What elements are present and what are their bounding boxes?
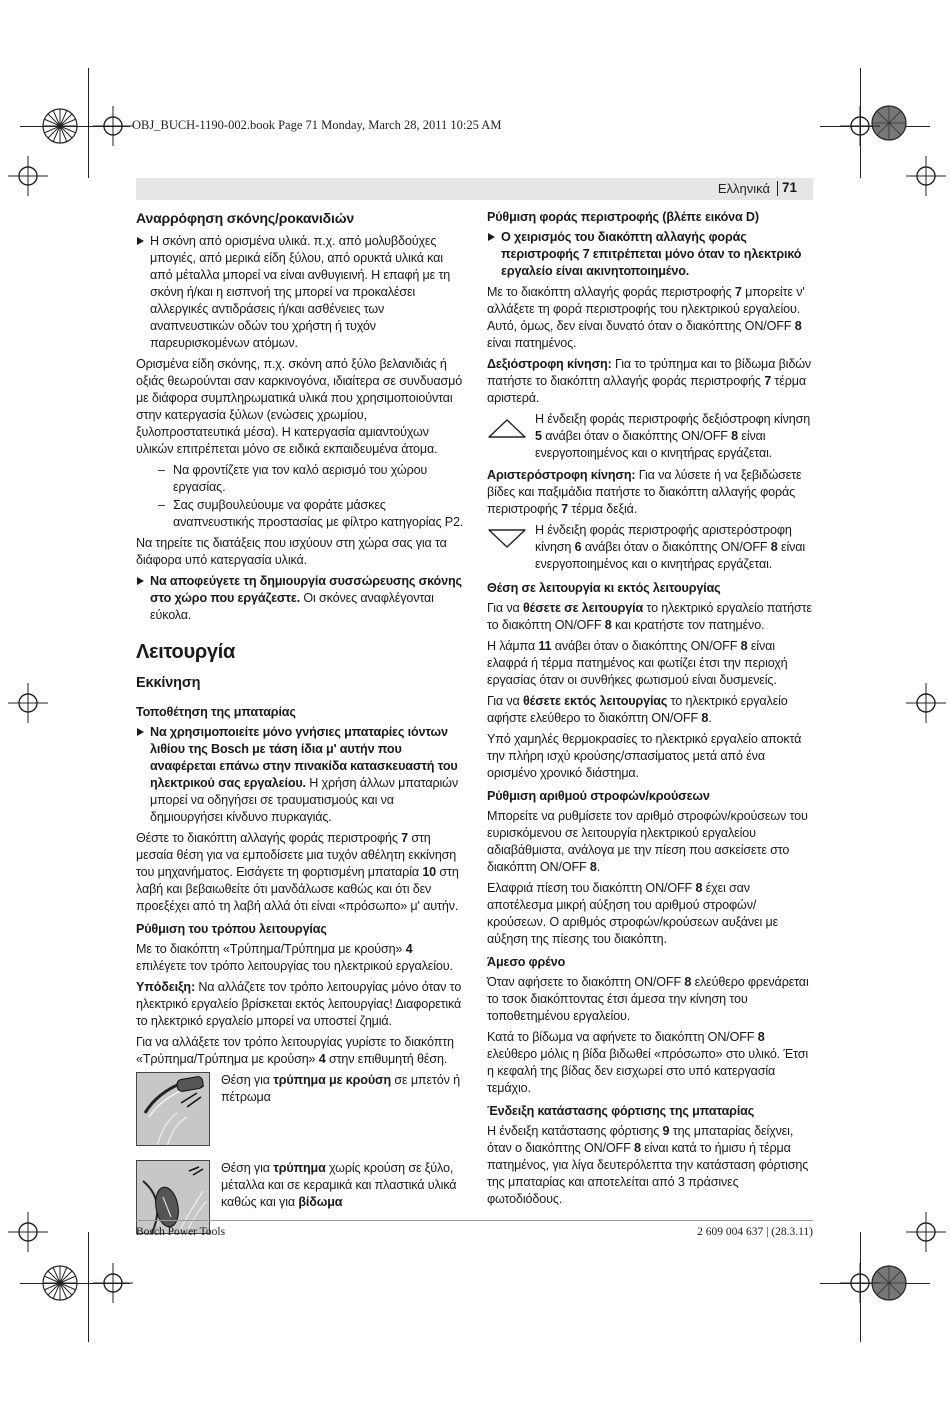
direction-paragraph: Με το διακόπτη αλλαγής φοράς περιστροφής 7 μπορείτε ν' αλλάξετε τη φορά περιστροφής του ηλεκτρικού εργαλείου. Αυτό, όμως, δεν είναι δυνατό όταν ο διακόπτης ON/OFF 8 είναι πατημένος. [487, 285, 805, 350]
operation-heading: Λειτουργία [136, 641, 235, 663]
footer-rule [136, 1220, 813, 1221]
onoff-heading: Θέση σε λειτουργία κι εκτός λειτουργίας [487, 581, 721, 595]
switch-on-paragraph: Για να θέσετε σε λειτουργία το ηλεκτρικό εργαλείο πατήστε το διακόπτη ON/OFF 8 και κρατήστε τον πατημένο. [487, 601, 812, 632]
switch-off-paragraph: Για να θέσετε εκτός λειτουργίας το ηλεκτρικό εργαλείο αφήστε ελεύθερο το διακόπτη ON/OFF 8. [487, 694, 788, 725]
cold-paragraph: Υπό χαμηλές θερμοκρασίες το ηλεκτρικό εργαλείο αποκτά την πλήρη ισχύ κρούσης/σπασίματος μετά από ένα ορισμένο χρονικό διάστημα. [487, 732, 802, 780]
mode-paragraph: Με το διακόπτη «Τρύπημα/Τρύπημα με κρούση» 4 επιλέγετε τον τρόπο λειτουργίας του ηλεκτρικού εργαλείου. [136, 942, 453, 973]
dash-item-text: Σας συμβουλεύουμε να φοράτε μάσκες αναπνευστικής προστασίας με φίλτρο κατηγορίας P2. [173, 498, 464, 529]
clockwise-paragraph: Δεξιόστροφη κίνηση: Για το τρύπημα και το βίδωμα βιδών πατήστε το διακόπτη αλλαγής φοράς περιστροφής 7 τέρμα αριστερά. [487, 357, 812, 405]
lamp-paragraph: Η λάμπα 11 ανάβει όταν ο διακόπτης ON/OFF 8 είναι ελαφρά ή τέρμα πατημένος και φωτίζει έτσι την περιοχή εργασίας όταν οι συνθήκες φωτισμού είναι δυσμενείς. [487, 639, 788, 687]
hammer-drill-mode-image [136, 1072, 210, 1146]
crosshair-mark-icon [93, 106, 133, 146]
bullet-arrow-icon [137, 728, 144, 736]
speed-paragraph-2: Ελαφριά πίεση του διακόπτη ON/OFF 8 έχει σαν αποτέλεσμα μικρή αύξηση του αριθμού στροφών/κρούσεων. Ο αριθμός στροφών/κρούσεων αυξάνει με αύξηση της πίεσης του διακόπτη. [487, 881, 779, 946]
brake-paragraph-2: Κατά το βίδωμα να αφήνετε το διακόπτη ON/OFF 8 ελεύθερο μόλις η βίδα βιδωθεί «πρόσωπο» στο υλικό. Έτσι η κεφαλή της βίδας δεν εισχωρεί στο υπό κατεργασία τεμάχιο. [487, 1030, 809, 1095]
counterclockwise-indicator: Η ένδειξη φοράς περιστροφής αριστερόστροφη κίνηση 6 ανάβει όταν ο διακόπτης ON/OFF 8 είναι ενεργοποιημένος και ο κινητήρας εργάζεται. [487, 522, 813, 574]
dust-warning [136, 233, 464, 352]
start-heading: Εκκίνηση [136, 675, 201, 691]
counterclockwise-indicator-icon [487, 528, 527, 550]
charge-paragraph: Η ένδειξη κατάστασης φόρτισης 9 της μπαταρίας δείχνει, όταν ο διακόπτης ON/OFF 8 είναι κατά το ήμισυ ή τέρμα πατημένος, για λίγα δευτερόλεπτα την κατάσταση φόρτισης της μπαταρίας και αποτελείται από 3 πράσινες φωτοδιόδους. [487, 1124, 809, 1206]
brake-heading: Άμεσο φρένο [487, 955, 566, 969]
figure-drill [136, 1160, 464, 1236]
registration-mark-icon [40, 1263, 80, 1303]
mode-note: Υπόδειξη: Να αλλάζετε τον τρόπο λειτουργίας μόνο όταν το ηλεκτρικό εργαλείο βρίσκεται εκτός λειτουργίας! Διαφορετικά το ηλεκτρικό εργαλείο μπορεί να υποστεί ζημιά. [136, 980, 462, 1028]
battery-paragraph: Θέστε το διακόπτη αλλαγής φοράς περιστροφής 7 στη μεσαία θέση για να εμποδίσετε μια τυχόν αθέλητη εκκίνηση του μηχανήματος. Εισάγετε τη φορτισμένη μπαταρία 10 στη λαβή και βεβαιωθείτε ότι μανδάλωσε καθώς και ότι δεν προεξέχει από τη λαβή αλλά ότι είναι «πρόσωπο» μ' αυτήν. [136, 831, 459, 913]
battery-heading: Τοποθέτηση της μπαταρίας [136, 705, 296, 719]
mode-heading: Ρύθμιση του τρόπου λειτουργίας [136, 922, 327, 936]
brake-paragraph: Όταν αφήσετε το διακόπτη ON/OFF 8 ελεύθερο φρενάρεται το τσοκ διακόπτοντας έτσι άμεσα την κίνηση του τοποθετημένου εργαλείου. [487, 975, 809, 1023]
crosshair-mark-icon [8, 683, 48, 723]
figure-hammer-drill [136, 1072, 464, 1148]
dash-item: – Να φροντίζετε για τον καλό αερισμό του χώρου εργασίας. [158, 463, 428, 494]
crosshair-mark-icon [906, 1212, 946, 1252]
mode-paragraph-2: Για να αλλάξετε τον τρόπο λειτουργίας γυρίστε το διακόπτη «Τρύπημα/Τρύπημα με κρούση» 4 στην επιθυμητή θέση. [136, 1035, 454, 1066]
crosshair-mark-icon [93, 1263, 133, 1303]
crosshair-mark-icon [906, 683, 946, 723]
dash-item: – Σας συμβουλεύουμε να φοράτε μάσκες αναπνευστικής προστασίας με φίλτρο κατηγορίας P2. [158, 498, 464, 529]
drill-mode-image [136, 1160, 210, 1234]
footer-doc-number: 2 609 004 637 | (28.3.11) [697, 1226, 813, 1238]
right-column [487, 207, 813, 1212]
dash-item-text: Να φροντίζετε για τον καλό αερισμό του χώρου εργασίας. [173, 463, 428, 494]
clockwise-indicator: Η ένδειξη φοράς περιστροφής δεξιόστροφη κίνηση 5 ανάβει όταν ο διακόπτης ON/OFF 8 είναι ενεργοποιημένος και ο κινητήρας εργάζεται. [487, 411, 813, 463]
dust-warning-text: Η σκόνη από ορισμένα υλικά. π.χ. από μολυβδούχες μπογιές, από μερικά είδη ξύλου, από ορυκτά υλικά και από μέταλλα μπορεί να είναι ανθυγιεινή. Η επαφή με τη σκόνη ή/και η εισπνοή της μπορεί να προκαλέσει αλλεργικές αντιδράσεις ή/και ασθένειες των αναπνευστικών οδών του χρήστη ή τυχόν παρευρισκομένων ατόμων. [150, 234, 451, 350]
crosshair-mark-icon [906, 156, 946, 196]
page-header [136, 178, 813, 200]
battery-warning: Να χρησιμοποιείτε μόνο γνήσιες μπαταρίες ιόντων λιθίου της Bosch με τάση ίδια μ' αυτήν που αναφέρεται επάνω στην πινακίδα κατασκευαστή του ηλεκτρικού σας εργαλείου. Η χρήση άλλων μπαταριών μπορεί να οδηγήσει σε τραυματισμούς και να δημιουργήσει κίνδυνο πυρκαγιάς. [136, 724, 464, 826]
crosshair-mark-icon [840, 1263, 880, 1303]
registration-mark-icon [40, 106, 80, 146]
footer-brand: Bosch Power Tools [136, 1226, 226, 1238]
dust-heading: Αναρρόφηση σκόνης/ροκανιδιών [136, 210, 355, 226]
charge-heading: Ένδειξη κατάστασης φόρτισης της μπαταρίας [487, 1104, 755, 1118]
crosshair-mark-icon [8, 1212, 48, 1252]
hammer-drill-mode-caption: Θέση για τρύπημα με κρούση σε μπετόν ή πέτρωμα [221, 1073, 460, 1104]
bullet-arrow-icon [137, 237, 144, 245]
crosshair-mark-icon [840, 106, 880, 146]
crop-mark [88, 68, 89, 178]
left-column [136, 207, 464, 1240]
dust-accumulation-warning: Να αποφεύγετε τη δημιουργία συσσώρευσης σκόνης στο χώρο που εργάζεστε. Οι σκόνες αναφλέγονται εύκολα. [136, 573, 464, 624]
speed-paragraph: Μπορείτε να ρυθμίσετε τον αριθμό στροφών/κρούσεων του ευρισκόμενου σε λειτουργία ηλεκτρικού εργαλείου αδιαβάθμιστα, ανάλογα με την πίεση που ασκείσετε στο διακόπτη ON/OFF 8. [487, 809, 808, 874]
dust-paragraph: Ορισμένα είδη σκόνης, π.χ. σκόνη από ξύλο βελανιδιάς ή οξιάς θεωρούνται σαν καρκινογόνα, ιδιαίτερα σε συνδυασμό με διάφορα συμπληρωματικά υλικά που χρησιμοποιούνται στην κατεργασία ξύλων (ενώσεις χρωμίου, ξυλοπροστατευτικά μέσα). Η κατεργασία αμιαντούχων υλικών επιτρέπεται μόνο σε ειδικά εκπαιδευμένα άτομα. [136, 357, 463, 456]
speed-heading: Ρύθμιση αριθμού στροφών/κρούσεων [487, 789, 710, 803]
direction-heading: Ρύθμιση φοράς περιστροφής (βλέπε εικόνα D) [487, 210, 759, 224]
header-separator [777, 181, 778, 196]
page-stamp: OBJ_BUCH-1190-002.book Page 71 Monday, March 28, 2011 10:25 AM [132, 118, 502, 132]
header-language: Ελληνικά [717, 181, 770, 196]
bullet-arrow-icon [488, 233, 495, 241]
drill-mode-caption: Θέση για τρύπημα χωρίς κρούση σε ξύλο, μέταλλα και σε κεραμικά και πλαστικά υλικά καθώς και για βίδωμα [221, 1161, 457, 1209]
crop-mark [88, 1232, 89, 1342]
counterclockwise-paragraph: Αριστερόστροφη κίνηση: Για να λύσετε ή να ξεβιδώσετε βίδες και παξιμάδια πατήστε το διακόπτη αλλαγής φοράς περιστροφής 7 τέρμα δεξιά. [487, 468, 802, 516]
page-number: 71 [781, 180, 797, 195]
dust-regulations: Να τηρείτε τις διατάξεις που ισχύουν στη χώρα σας για τα διάφορα υπό κατεργασία υλικά. [136, 536, 447, 567]
clockwise-indicator-icon [487, 417, 527, 439]
direction-warning: Ο χειρισμός του διακόπτη αλλαγής φοράς περιστροφής 7 επιτρέπεται μόνο όταν το ηλεκτρικό εργαλείο είναι ακινητοποιημένο. [487, 229, 813, 280]
bullet-arrow-icon [137, 577, 144, 585]
crosshair-mark-icon [8, 156, 48, 196]
